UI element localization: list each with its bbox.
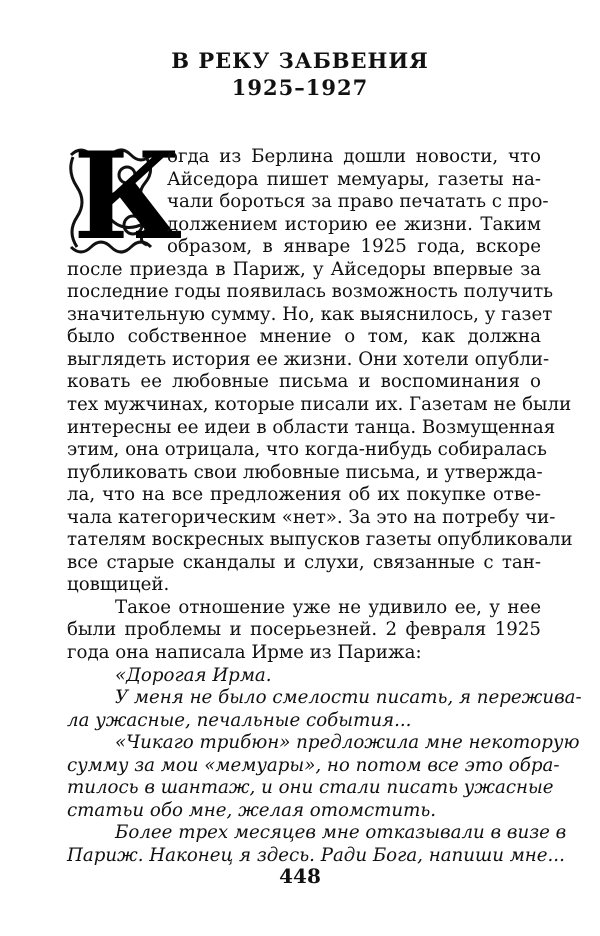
text-line: тателям воскресных выпусков газеты опубликовали xyxy=(67,529,573,551)
chapter-title: В РЕКУ ЗАБВЕНИЯ xyxy=(171,48,429,73)
text-line: выглядеть история ее жизни. Они хотели опубли- xyxy=(67,348,550,370)
text-line: «Чикаго трибюн» предложила мне некоторую xyxy=(115,732,580,754)
text-line: все старые скандалы и слухи, связанные с тан- xyxy=(67,551,541,573)
drop-cap-letter: К xyxy=(73,126,183,267)
text-line: после приезда в Париж, у Айседоры впервые за xyxy=(67,258,541,280)
text-line: публиковать свои любовные письма, и утвержда- xyxy=(67,461,543,483)
body-text xyxy=(67,146,582,868)
text-line: «Дорогая Ирма. xyxy=(115,664,272,686)
text-line: последние годы появилась возможность получить xyxy=(67,281,554,303)
text-line: были проблемы и посерьезней. 2 февраля 1925 xyxy=(67,619,541,641)
text-line: У меня не было смелости писать, я пережива- xyxy=(115,687,582,709)
text-line: Париж. Наконец я здесь. Ради Бога, напиши мне... xyxy=(67,844,565,866)
text-line: ла ужасные, печальные события... xyxy=(67,709,412,731)
text-line: статьи обо мне, желая отомстить. xyxy=(67,799,437,821)
text-line: Айседора пишет мемуары, газеты на- xyxy=(167,168,541,190)
page-number: 448 xyxy=(279,864,321,888)
text-line: ковать ее любовные письма и воспоминания о xyxy=(67,371,541,393)
text-line: Такое отношение уже не удивило ее, у нее xyxy=(115,596,541,618)
text-line: интересны ее идеи в области танца. Возмущенная xyxy=(67,416,556,438)
text-line: было собственное мнение о том, как должна xyxy=(67,326,541,348)
text-line: чали бороться за право печатать с про- xyxy=(167,191,549,213)
text-line: образом, в январе 1925 года, вскоре xyxy=(167,236,541,258)
text-line: значительную сумму. Но, как выяснилось, у газет xyxy=(67,303,553,325)
text-line: чала категорическим «нет». За это на потребу чи- xyxy=(67,506,556,528)
text-line: этим, она отрицала, что когда-нибудь собиралась xyxy=(67,439,547,461)
text-line: цовщицей. xyxy=(67,574,170,596)
text-line: года она написала Ирме из Парижа: xyxy=(67,642,422,664)
text-line: должением историю ее жизни. Таким xyxy=(167,213,541,235)
text-line: Более трех месяцев мне отказывали в визе в xyxy=(115,822,567,844)
text-line: тилось в шантаж, и они стали писать ужасные xyxy=(67,777,554,799)
text-line: ла, что на все предложения об их покупке отве- xyxy=(67,484,541,506)
text-line: сумму за мои «мемуары», но потом все это обра- xyxy=(67,754,560,776)
text-line: тех мужчинах, которые писали их. Газетам не были xyxy=(67,394,572,416)
text-line: огда из Берлина дошли новости, что xyxy=(167,146,541,167)
chapter-years: 1925–1927 xyxy=(231,75,369,100)
